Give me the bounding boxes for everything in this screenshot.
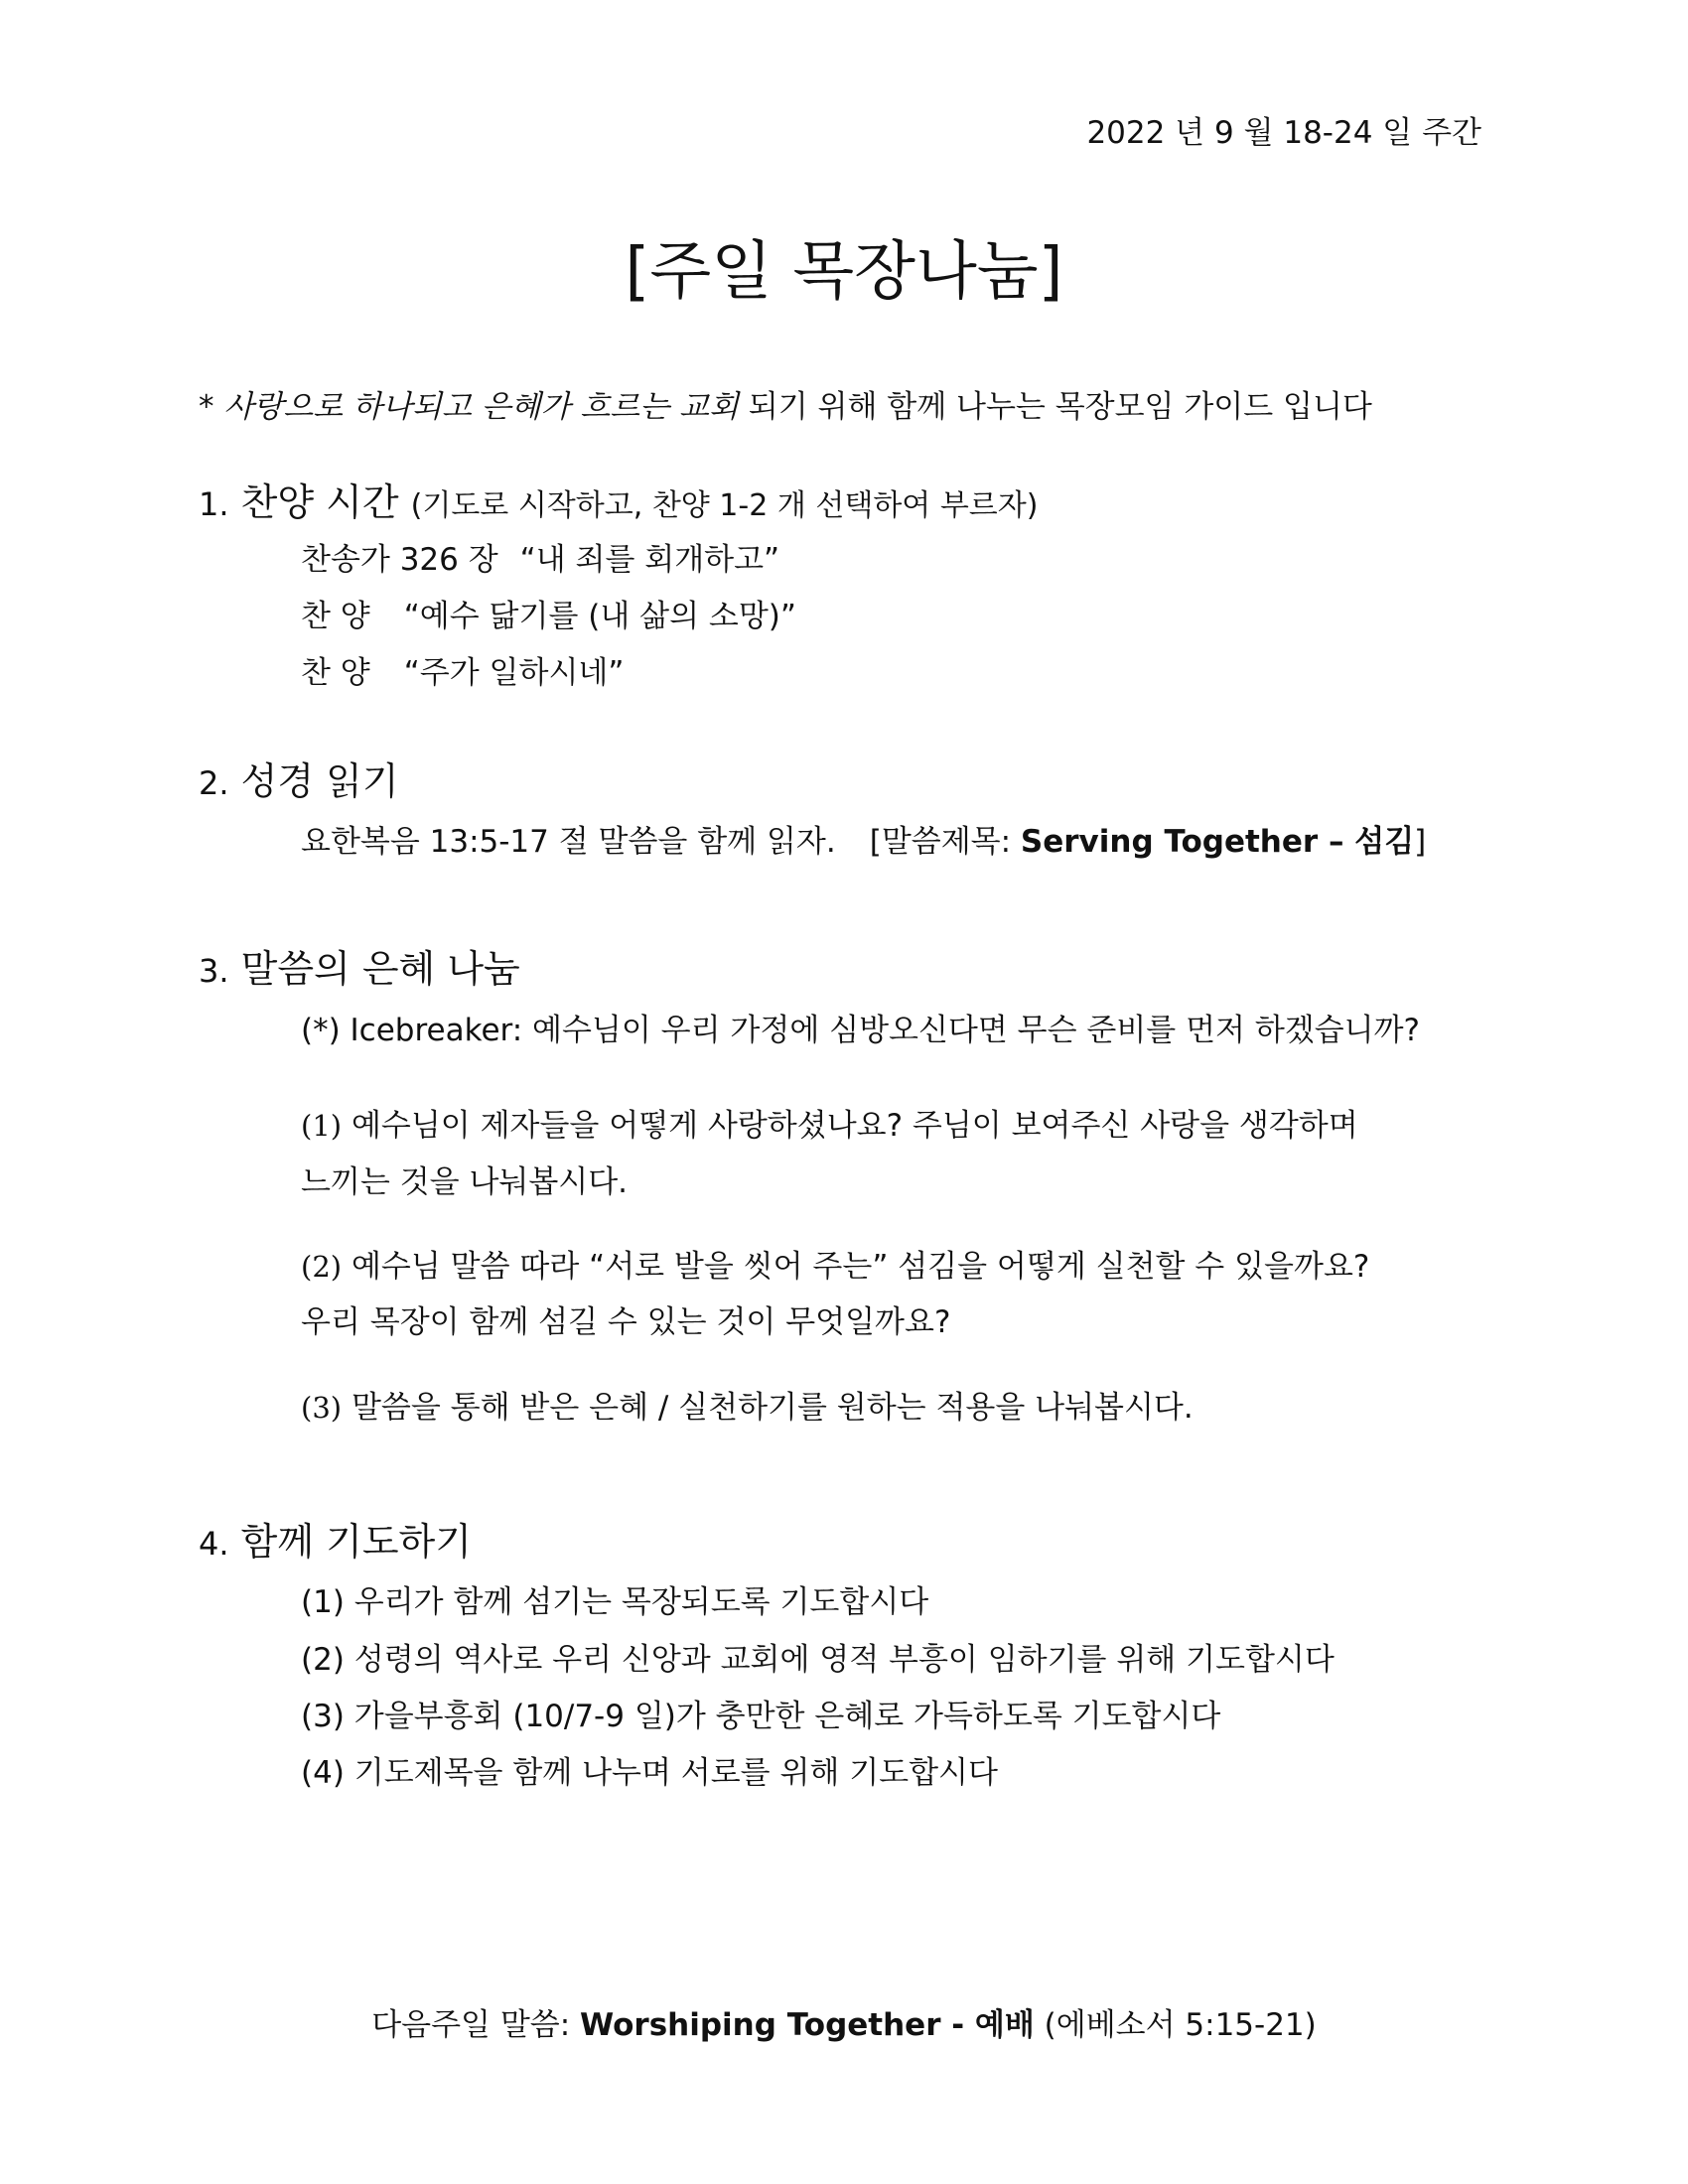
intro-rest: 되기 위해 함께 나누는 목장모임 가이드 입니다 [738, 389, 1372, 425]
section1-note: (기도로 시작하고, 찬양 1-2 개 선택하여 부르자) [410, 488, 1039, 523]
next-week-title: Worshiping Together - 예배 [580, 2007, 1035, 2043]
next-week-reference: (에베소서 5:15-21) [1034, 2007, 1317, 2043]
song-item [301, 534, 779, 579]
reading-text: 요한복음 13:5-17 절 말씀을 함께 읽자. [301, 824, 836, 860]
question-1-continued: 느끼는 것을 나눠봅시다. [301, 1164, 629, 1200]
prayer-item: (4) 기도제목을 함께 나누며 서로를 위해 기도합시다 [301, 1755, 998, 1791]
question-text: 예수님 말씀 따라 “서로 발을 씻어 주는” 섬김을 어떻게 실천할 수 있을까요? [342, 1249, 1370, 1285]
section4-heading [199, 1511, 472, 1566]
question-3 [301, 1382, 1194, 1427]
sermon-title: Serving Together – 섬김 [1020, 824, 1415, 860]
song-title: “예수 닮기를 (내 삶의 소망)” [403, 599, 796, 634]
question-text: 예수님이 제자들을 어떻게 사랑하셨나요? 주님이 보여주신 사랑을 생각하며 [342, 1108, 1358, 1144]
section3-number: 3. [199, 952, 229, 990]
prayer-item: (1) 우리가 함께 섬기는 목장되도록 기도합시다 [301, 1584, 929, 1620]
song-label: 찬 양 [301, 655, 370, 691]
section1-number: 1. [199, 485, 229, 523]
section1-title: 찬양 시간 [240, 480, 399, 524]
section2-title: 성경 읽기 [240, 759, 399, 803]
song-item [301, 647, 624, 692]
next-week-prefix: 다음주일 말씀: [371, 2007, 581, 2043]
sermon-suffix: ] [1414, 824, 1427, 860]
icebreaker-label: (*) Icebreaker: [301, 1013, 523, 1048]
song-label: 찬송가 326 장 [301, 542, 498, 578]
question-1 [301, 1100, 1358, 1145]
section4-title: 함께 기도하기 [240, 1520, 472, 1564]
song-title: “주가 일하시네” [403, 655, 625, 691]
section2-heading [199, 751, 399, 805]
sermon-prefix: [말씀제목: [869, 824, 1021, 860]
song-title: “내 죄를 회개하고” [519, 542, 780, 578]
section3-title: 말씀의 은혜 나눔 [240, 947, 520, 991]
section2-number: 2. [199, 764, 229, 802]
prayer-item: (3) 가을부흥회 (10/7-9 일)가 충만한 은혜로 가득하도록 기도합시다 [301, 1699, 1221, 1734]
prayer-item: (2) 성령의 역사로 우리 신앙과 교회에 영적 부흥이 임하기를 위해 기도합시다 [301, 1642, 1335, 1678]
section3-heading [199, 938, 520, 993]
question-number: (1) [301, 1109, 343, 1143]
intro-text [199, 381, 1372, 426]
next-week-sermon [0, 1999, 1688, 2044]
question-2-continued: 우리 목장이 함께 섬길 수 있는 것이 무엇일까요? [301, 1304, 951, 1340]
song-label: 찬 양 [301, 599, 370, 634]
section4-number: 4. [199, 1525, 229, 1563]
icebreaker [301, 1005, 1420, 1049]
bible-reading [301, 816, 1426, 861]
question-number: (3) [301, 1391, 343, 1425]
question-text: 말씀을 통해 받은 은혜 / 실천하기를 원하는 적용을 나눠봅시다. [342, 1390, 1194, 1426]
intro-italic-phrase: 사랑으로 하나되고 은혜가 흐르는 교회 [223, 389, 739, 425]
question-2 [301, 1241, 1369, 1286]
intro-prefix: * [199, 389, 224, 425]
page-title: [주일 목장나눔] [625, 235, 1063, 309]
date-range: 2022 년 9 월 18-24 일 주간 [1086, 115, 1481, 151]
song-item [301, 591, 796, 635]
icebreaker-text: 예수님이 우리 가정에 심방오신다면 무슨 준비를 먼저 하겠습니까? [522, 1013, 1421, 1048]
section1-heading [199, 472, 1038, 526]
question-number: (2) [301, 1250, 343, 1284]
